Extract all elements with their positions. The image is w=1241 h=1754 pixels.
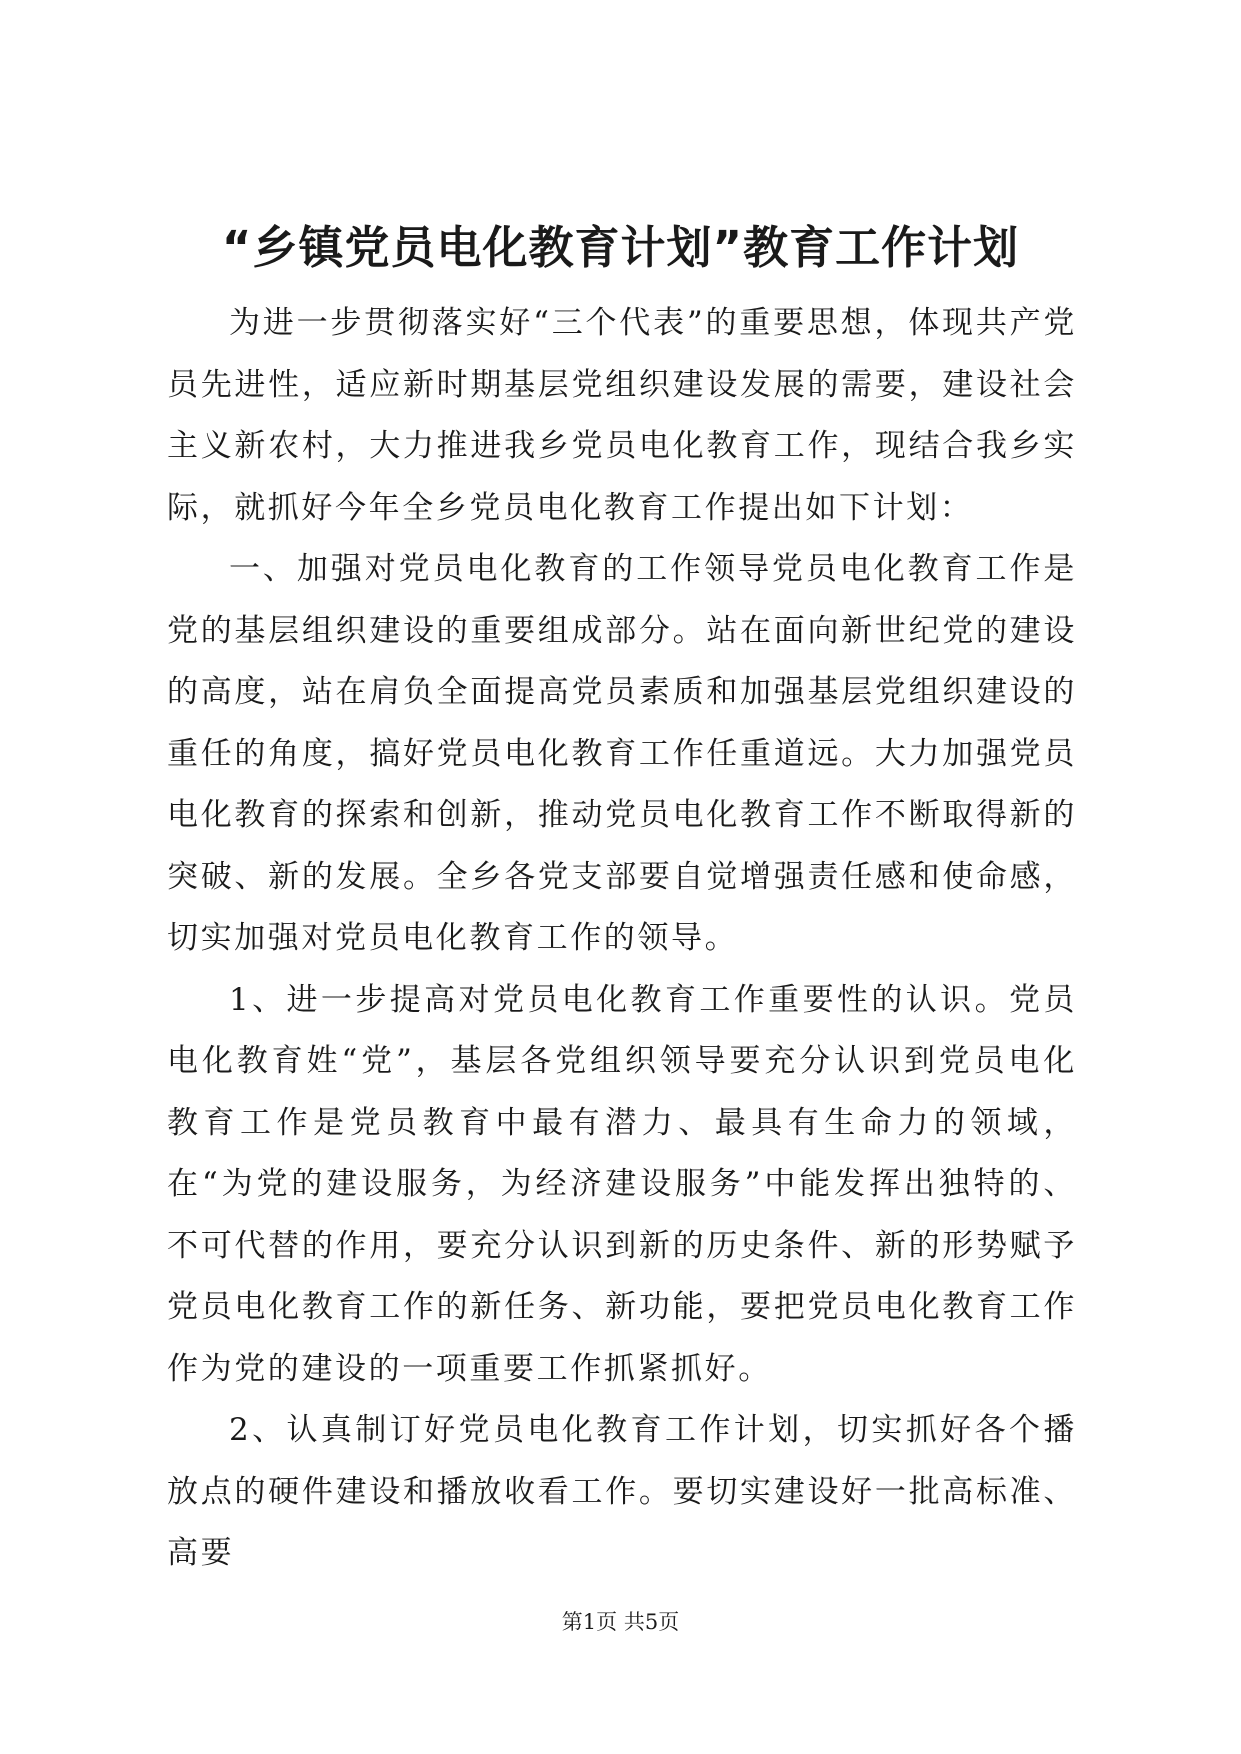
document-title: “乡镇党员电化教育计划”教育工作计划 [221, 221, 1020, 274]
paragraph-item-1: 1、进一步提高对党员电化教育工作重要性的认识。党员电化教育姓“党”，基层各党组织领导要充分认识到党员电化教育工作是党员教育中最有潜力、最具有生命力的领域，在“为党的建设服务，为经济建设服务”中能发挥出独特的、不可代替的作用，要充分认识到新的历史条件、新的形势赋予党员电化教育工作的新任务、新功能，要把党员电化教育工作作为党的建设的一项重要工作抓紧抓好。 [167, 981, 1077, 1387]
paragraph-intro: 为进一步贯彻落实好“三个代表”的重要思想，体现共产党员先进性，适应新时期基层党组织建设发展的需要，建设社会主义新农村，大力推进我乡党员电化教育工作，现结合我乡实际，就抓好今年全乡党员电化教育工作提出如下计划： [167, 305, 1077, 526]
paragraph-item-2: 2、认真制订好党员电化教育工作计划，切实抓好各个播放点的硬件建设和播放收看工作。要切实建设好一批高标准、高要 [167, 1412, 1077, 1571]
page-number-footer: 第1页 共5页 [561, 1610, 680, 1634]
paragraph-section-1: 一、加强对党员电化教育的工作领导党员电化教育工作是党的基层组织建设的重要组成部分。站在面向新世纪党的建设的高度，站在肩负全面提高党员素质和加强基层党组织建设的重任的角度，搞好党员电化教育工作任重道远。大力加强党员电化教育的探索和创新，推动党员电化教育工作不断取得新的突破、新的发展。全乡各党支部要自觉增强责任感和使命感，切实加强对党员电化教育工作的领导。 [167, 551, 1077, 956]
document-body [167, 293, 1077, 1585]
